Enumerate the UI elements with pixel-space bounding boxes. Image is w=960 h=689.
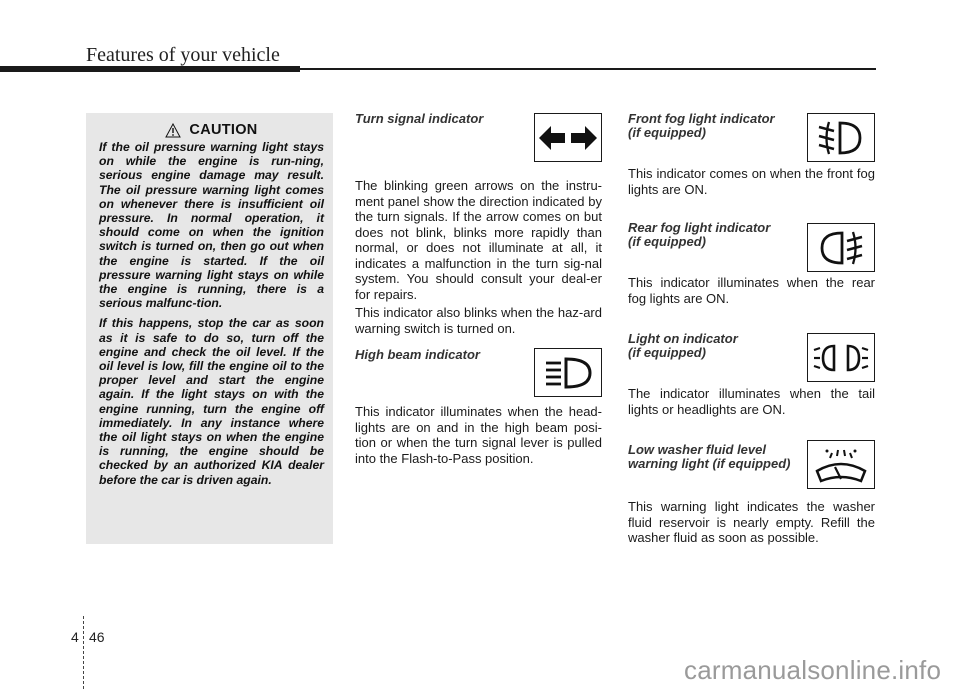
high-beam-icon xyxy=(542,355,594,391)
turn-signal-title: Turn signal indicator xyxy=(355,111,484,126)
caution-box xyxy=(86,113,333,544)
caution-title: CAUTION xyxy=(189,122,258,138)
column-middle xyxy=(355,110,602,469)
turn-signal-icon-box xyxy=(534,113,602,162)
header-rule-thick xyxy=(0,66,300,72)
warning-triangle-icon xyxy=(165,123,181,138)
light-on-body: The indicator illuminates when the tail lights or headlights are ON. xyxy=(628,386,875,417)
tail-light-icon xyxy=(812,340,870,376)
front-fog-light-icon xyxy=(816,118,866,158)
front-fog-title-line2: (if equipped) xyxy=(628,125,706,140)
header-rule-thin xyxy=(300,68,876,70)
front-fog-title-line1: Front fog light indicator xyxy=(628,111,775,126)
chapter-number: 4 xyxy=(71,629,79,645)
washer-section xyxy=(628,443,875,546)
light-on-icon-box xyxy=(807,333,875,382)
front-fog-body: This indicator comes on when the front fog lights are ON. xyxy=(628,166,875,197)
caution-paragraph: If the oil pressure warning light stays on while the engine is run-ning, serious engine damage may result. The oil pressure warning light comes on whenever there is insufficient oil pressure. In normal operation, it should come on when the ignition switch is turned on, then go out when the engine is started. If the oil pressure warning light stays on while the engine is running, there is a serious malfunc-tion. xyxy=(99,140,324,311)
turn-signal-body-hazard: This indicator also blinks when the haz-ard warning switch is turned on. xyxy=(355,305,602,336)
caution-heading xyxy=(99,122,324,138)
turn-signal-body: The blinking green arrows on the instru-ment panel show the direction indicated by the turn signals. If the arrow comes on but does not blink, blinks more rapidly than normal, or does not illuminate at all, it indicates a malfunction in the turn sig-nal system. You should consult your deal-er for repairs. xyxy=(355,178,602,302)
caution-paragraph: If this happens, stop the car as soon as it is safe to do so, turn off the engine and check the oil level. If the oil level is low, fill the engine oil to the proper level and start the engine again. If the light stays on with the engine running, turn the engine off immediately. In any instance where the oil light stays on when the engine is running, the engine should be checked by an authorized KIA dealer before the car is driven again. xyxy=(99,316,324,487)
light-on-title-line1: Light on indicator xyxy=(628,331,738,346)
watermark-text: carmanualsonline.info xyxy=(684,655,942,685)
high-beam-title: High beam indicator xyxy=(355,347,480,362)
turn-signal-arrows-icon xyxy=(537,123,599,153)
high-beam-icon-box xyxy=(534,348,602,397)
page-number: 46 xyxy=(89,629,105,645)
rear-fog-body: This indicator illuminates when the rear fog lights are ON. xyxy=(628,275,875,306)
washer-icon-box xyxy=(807,440,875,489)
front-fog-icon-box xyxy=(807,113,875,162)
washer-title-line1: Low washer fluid level xyxy=(628,442,766,457)
high-beam-body: This indicator illuminates when the head-lights are on and in the high beam posi-tion or when the turn signal lever is pulled into the Flash-to-Pass position. xyxy=(355,404,602,466)
high-beam-section xyxy=(355,348,602,466)
rear-fog-title-line2: (if equipped) xyxy=(628,234,706,249)
washer-body: This warning light indicates the washer fluid reservoir is nearly empty. Refill the washer fluid as soon as possible. xyxy=(628,499,875,545)
rear-fog-icon-box xyxy=(807,223,875,272)
rear-fog-section xyxy=(628,221,875,332)
light-on-title-line2: (if equipped) xyxy=(628,345,706,360)
rear-fog-title-line1: Rear fog light indicator xyxy=(628,220,771,235)
washer-fluid-icon xyxy=(813,445,869,485)
front-fog-section xyxy=(628,110,875,221)
turn-signal-section xyxy=(355,110,602,348)
rear-fog-light-icon xyxy=(816,228,866,268)
light-on-section xyxy=(628,332,875,443)
washer-title-line2: warning light (if equipped) xyxy=(628,456,791,471)
footer-divider xyxy=(83,616,84,689)
page-header-title: Features of your vehicle xyxy=(86,44,280,66)
column-right xyxy=(628,110,875,549)
